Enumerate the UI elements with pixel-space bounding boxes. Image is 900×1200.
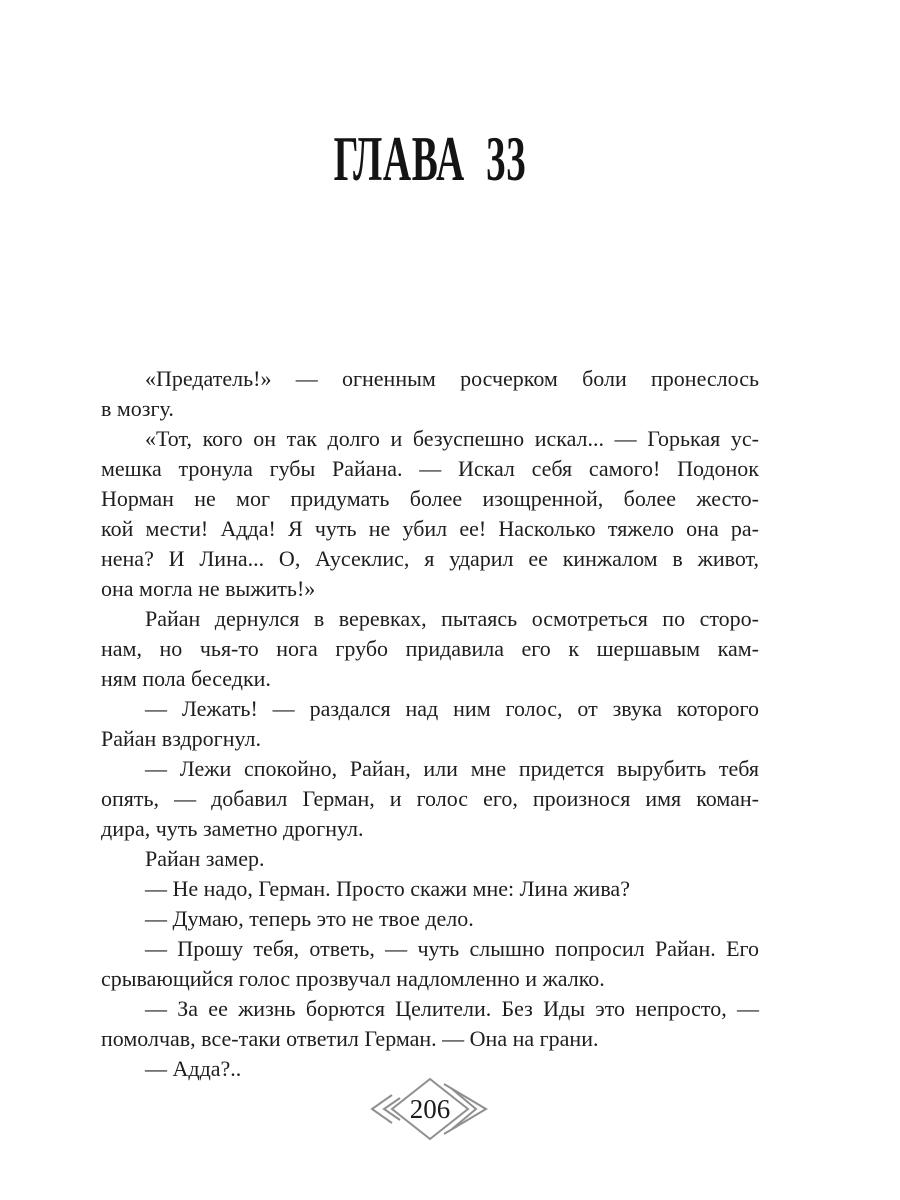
chapter-title: ГЛАВА 33 xyxy=(333,124,527,194)
text-line: Райан замер. xyxy=(145,846,265,871)
paragraph xyxy=(101,364,759,424)
right-outer-chevron-icon xyxy=(444,1084,486,1134)
diamond-ornament-icon xyxy=(364,1076,496,1142)
paragraph xyxy=(101,754,759,844)
text-line: мешка тронула губы Райана. — Искал себя самого! Подонок xyxy=(101,456,759,481)
paragraph xyxy=(101,694,759,754)
text-line: — Прошу тебя, ответь, — чуть слышно попросил Райан. Его xyxy=(145,936,759,961)
text-line: помолчав, все-таки ответил Герман. — Она на грани. xyxy=(101,1026,599,1051)
text-line: — Думаю, теперь это не твое дело. xyxy=(145,906,474,931)
paragraph xyxy=(101,874,759,904)
paragraph xyxy=(101,934,759,994)
text-line: — За ее жизнь борются Целители. Без Иды это непросто, — xyxy=(145,996,759,1021)
left-outer-chevron-icon xyxy=(372,1095,392,1123)
text-line: нена? И Лина... О, Аусеклис, я ударил ее кинжалом в живот, xyxy=(101,546,759,571)
paragraph xyxy=(101,424,759,604)
text-line: — Адда?.. xyxy=(145,1056,242,1081)
text-line: Райан дернулся в веревках, пытаясь осмотреться по сторо- xyxy=(145,606,759,631)
text-line: — Лежи спокойно, Райан, или мне придется вырубить тебя xyxy=(145,756,759,781)
text-line: опять, — добавил Герман, и голос его, произнося имя коман- xyxy=(101,786,759,811)
paragraph xyxy=(101,844,759,874)
text-line: она могла не выжить!» xyxy=(101,576,316,601)
paragraph xyxy=(101,904,759,934)
text-line: дира, чуть заметно дрогнул. xyxy=(101,816,364,841)
text-line: «Тот, кого он так долго и безуспешно искал... — Горькая ус- xyxy=(145,426,759,451)
page-number-ornament xyxy=(364,1076,496,1142)
text-line: — Не надо, Герман. Просто скажи мне: Лина жива? xyxy=(145,876,630,901)
text-line: ням пола беседки. xyxy=(101,666,271,691)
text-line: в мозгу. xyxy=(101,396,174,421)
paragraph xyxy=(101,994,759,1054)
text-line: Норман не мог придумать более изощренной, более жесто- xyxy=(101,486,759,511)
text-line: кой мести! Адда! Я чуть не убил ее! Насколько тяжело она ра- xyxy=(101,516,759,541)
text-line: — Лежать! — раздался над ним голос, от звука которого xyxy=(145,696,759,721)
page-number: 206 xyxy=(409,1094,451,1124)
text-line: «Предатель!» — огненным росчерком боли пронеслось xyxy=(145,366,759,391)
text-line: Райан вздрогнул. xyxy=(101,726,261,751)
body-text xyxy=(101,364,759,1084)
content-column xyxy=(101,0,759,1200)
paragraph xyxy=(101,604,759,694)
text-line: нам, но чья-то нога грубо придавила его к шершавым кам- xyxy=(101,636,759,661)
text-line: срывающийся голос прозвучал надломленно и жалко. xyxy=(101,966,605,991)
